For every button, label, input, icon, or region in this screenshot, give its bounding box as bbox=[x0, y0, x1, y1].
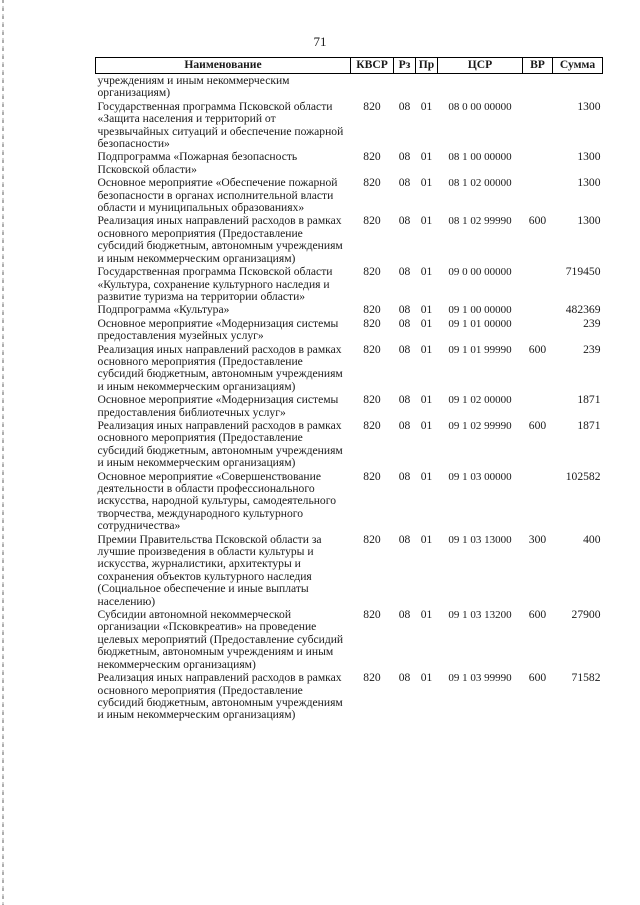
cell-name: учреждениям и иным некоммерческим организациям) bbox=[97, 74, 290, 100]
cell-name: Реализация иных направлений расходов в рамках основного мероприятия (Предоставление субсидий бюджетным, автономным учреждениям и иным некоммерческим организациям) bbox=[97, 418, 343, 470]
cell-rz bbox=[394, 74, 416, 100]
table-row bbox=[96, 176, 603, 214]
cell-sum: 1300 bbox=[577, 214, 601, 228]
cell-sum: 1300 bbox=[577, 150, 601, 164]
cell-name: Основное мероприятие «Обеспечение пожарной безопасности в органах исполнительной власти области и муниципальных образованиях» bbox=[97, 176, 338, 215]
table-row bbox=[96, 393, 603, 419]
cell-kvsr: 820 bbox=[363, 214, 381, 228]
budget-table bbox=[95, 57, 603, 722]
cell-csr: 09 1 00 00000 bbox=[448, 304, 512, 317]
cell-pr: 01 bbox=[420, 214, 433, 228]
scan-edge-artifact bbox=[2, 0, 4, 905]
table-row bbox=[96, 317, 603, 343]
cell-name: Основное мероприятие «Модернизация системы предоставления библиотечных услуг» bbox=[97, 393, 339, 419]
cell-kvsr: 820 bbox=[363, 469, 381, 483]
table-row bbox=[96, 150, 603, 176]
cell-rz: 08 bbox=[398, 608, 411, 622]
cell-pr: 01 bbox=[420, 418, 433, 432]
cell-name: Основное мероприятие «Совершенствование деятельности в области профессионального искусства, народной культуры, самодеятельного творчества, международного культурного сотрудничества» bbox=[97, 469, 336, 533]
table-row bbox=[96, 343, 603, 394]
cell-vr bbox=[523, 100, 553, 151]
cell-vr bbox=[523, 393, 553, 419]
table-row bbox=[96, 303, 603, 316]
header-sum: Сумма bbox=[553, 58, 603, 74]
cell-name: Реализация иных направлений расходов в рамках основного мероприятия (Предоставление субсидий бюджетным, автономным учреждениям и иным некоммерческим организациям) bbox=[97, 342, 343, 393]
cell-csr: 09 0 00 00000 bbox=[448, 266, 512, 279]
cell-sum: 719450 bbox=[565, 265, 601, 279]
cell-name: Подпрограмма «Пожарная безопасность Псковской области» bbox=[97, 150, 298, 176]
table-row bbox=[96, 265, 603, 303]
cell-csr: 09 1 03 13200 bbox=[448, 609, 512, 622]
cell-vr: 600 bbox=[528, 214, 547, 228]
cell-csr: 08 0 00 00000 bbox=[448, 100, 512, 113]
cell-kvsr: 820 bbox=[363, 316, 381, 330]
cell-vr: 600 bbox=[528, 418, 547, 432]
cell-kvsr: 820 bbox=[363, 418, 381, 432]
cell-vr bbox=[523, 265, 553, 303]
cell-pr: 01 bbox=[420, 393, 433, 407]
table-row bbox=[96, 74, 603, 100]
cell-rz: 08 bbox=[398, 469, 411, 483]
cell-sum: 71582 bbox=[571, 671, 601, 685]
cell-pr: 01 bbox=[420, 265, 433, 279]
cell-rz: 08 bbox=[398, 342, 411, 356]
cell-sum: 239 bbox=[583, 342, 601, 356]
cell-csr: 08 1 02 00000 bbox=[448, 177, 512, 190]
cell-vr bbox=[523, 317, 553, 343]
cell-kvsr: 820 bbox=[363, 99, 381, 113]
cell-name: Государственная программа Псковской области «Защита населения и территорий от чрезвычайных ситуаций и обеспечение пожарной безопасности» bbox=[97, 99, 344, 151]
cell-sum: 102582 bbox=[565, 469, 601, 483]
cell-csr: 09 1 02 99990 bbox=[448, 419, 512, 432]
cell-sum: 27900 bbox=[571, 608, 601, 622]
cell-rz: 08 bbox=[398, 303, 411, 317]
cell-rz: 08 bbox=[398, 316, 411, 330]
header-rz: Рз bbox=[394, 58, 416, 74]
cell-vr: 300 bbox=[528, 532, 547, 546]
cell-sum: 239 bbox=[583, 316, 601, 330]
cell-sum: 1871 bbox=[577, 393, 601, 407]
cell-name: Основное мероприятие «Модернизация системы предоставления музейных услуг» bbox=[97, 316, 339, 343]
cell-name: Реализация иных направлений расходов в рамках основного мероприятия (Предоставление субсидий бюджетным, автономным учреждениям и иным некоммерческим организациям) bbox=[97, 671, 343, 722]
cell-kvsr: 820 bbox=[363, 176, 381, 190]
cell-pr: 01 bbox=[420, 176, 433, 190]
cell-csr: 09 1 01 00000 bbox=[448, 317, 512, 330]
cell-kvsr bbox=[351, 74, 394, 100]
header-name: Наименование bbox=[96, 58, 351, 74]
cell-rz: 08 bbox=[398, 176, 411, 190]
cell-pr: 01 bbox=[420, 671, 433, 685]
cell-pr: 01 bbox=[420, 150, 433, 164]
cell-csr: 09 1 03 00000 bbox=[448, 470, 512, 483]
page-number: 71 bbox=[313, 34, 327, 49]
cell-vr: 600 bbox=[528, 342, 547, 356]
cell-kvsr: 820 bbox=[363, 342, 381, 356]
cell-rz: 08 bbox=[398, 393, 411, 407]
cell-kvsr: 820 bbox=[363, 671, 381, 685]
cell-pr: 01 bbox=[420, 342, 433, 356]
cell-name: Государственная программа Псковской области «Культура, сохранение культурного наследия и развитие туризма на территории области» bbox=[97, 265, 333, 303]
cell-vr bbox=[523, 303, 553, 316]
cell-kvsr: 820 bbox=[363, 608, 381, 622]
cell-sum: 1300 bbox=[577, 99, 601, 113]
cell-pr: 01 bbox=[420, 303, 433, 317]
cell-sum: 482369 bbox=[565, 303, 601, 317]
cell-vr bbox=[523, 74, 553, 100]
cell-rz: 08 bbox=[398, 150, 411, 164]
cell-sum: 1871 bbox=[577, 418, 601, 432]
cell-rz: 08 bbox=[398, 532, 411, 546]
cell-vr bbox=[523, 150, 553, 176]
cell-csr: 09 1 03 99990 bbox=[448, 672, 512, 685]
cell-name: Субсидии автономной некоммерческой организации «Псковкреатив» на проведение целевых мероприятий (Предоставление субсидий бюджетным, автономным учреждениям и иным некоммерческим организациям) bbox=[97, 608, 344, 671]
header-kvsr: КВСР bbox=[351, 58, 394, 74]
cell-csr: 09 1 01 99990 bbox=[448, 343, 512, 356]
table-row bbox=[96, 470, 603, 533]
table-header bbox=[96, 58, 603, 74]
cell-pr: 01 bbox=[420, 469, 433, 483]
cell-name: Премии Правительства Псковской области за лучшие произведения в области культуры и искусства, журналистики, архитектуры и сохранения объектов культурного наследия (Социальное обеспечение и иные выплаты населению) bbox=[97, 532, 322, 608]
cell-name: Реализация иных направлений расходов в рамках основного мероприятия (Предоставление субсидий бюджетным, автономным учреждениям и иным некоммерческим организациям) bbox=[97, 214, 343, 265]
cell-vr bbox=[523, 470, 553, 533]
cell-rz: 08 bbox=[398, 99, 411, 113]
cell-kvsr: 820 bbox=[363, 393, 381, 407]
cell-csr: 08 1 02 99990 bbox=[448, 215, 512, 228]
cell-csr bbox=[438, 74, 523, 100]
table-row bbox=[96, 419, 603, 470]
cell-pr bbox=[416, 74, 438, 100]
cell-rz: 08 bbox=[398, 214, 411, 228]
header-pr: Пр bbox=[416, 58, 438, 74]
cell-rz: 08 bbox=[398, 671, 411, 685]
cell-pr: 01 bbox=[420, 99, 433, 113]
cell-sum bbox=[553, 74, 603, 100]
cell-vr bbox=[523, 176, 553, 214]
cell-csr: 09 1 03 13000 bbox=[448, 533, 512, 546]
cell-name: Подпрограмма «Культура» bbox=[97, 303, 230, 317]
table-body bbox=[96, 74, 603, 722]
cell-vr: 600 bbox=[528, 608, 547, 622]
cell-rz: 08 bbox=[398, 418, 411, 432]
cell-pr: 01 bbox=[420, 532, 433, 546]
cell-sum: 1300 bbox=[577, 176, 601, 190]
table-row bbox=[96, 214, 603, 265]
cell-csr: 08 1 00 00000 bbox=[448, 151, 512, 164]
cell-csr: 09 1 02 00000 bbox=[448, 394, 512, 407]
cell-rz: 08 bbox=[398, 265, 411, 279]
cell-pr: 01 bbox=[420, 316, 433, 330]
table-row bbox=[96, 100, 603, 151]
cell-pr: 01 bbox=[420, 608, 433, 622]
cell-kvsr: 820 bbox=[363, 532, 381, 546]
table-row bbox=[96, 533, 603, 608]
header-csr: ЦСР bbox=[438, 58, 523, 74]
cell-kvsr: 820 bbox=[363, 303, 381, 317]
cell-kvsr: 820 bbox=[363, 265, 381, 279]
cell-kvsr: 820 bbox=[363, 150, 381, 164]
table-row bbox=[96, 608, 603, 671]
table-row bbox=[96, 671, 603, 722]
cell-vr: 600 bbox=[528, 671, 547, 685]
cell-sum: 400 bbox=[583, 532, 601, 546]
header-vr: ВР bbox=[523, 58, 553, 74]
